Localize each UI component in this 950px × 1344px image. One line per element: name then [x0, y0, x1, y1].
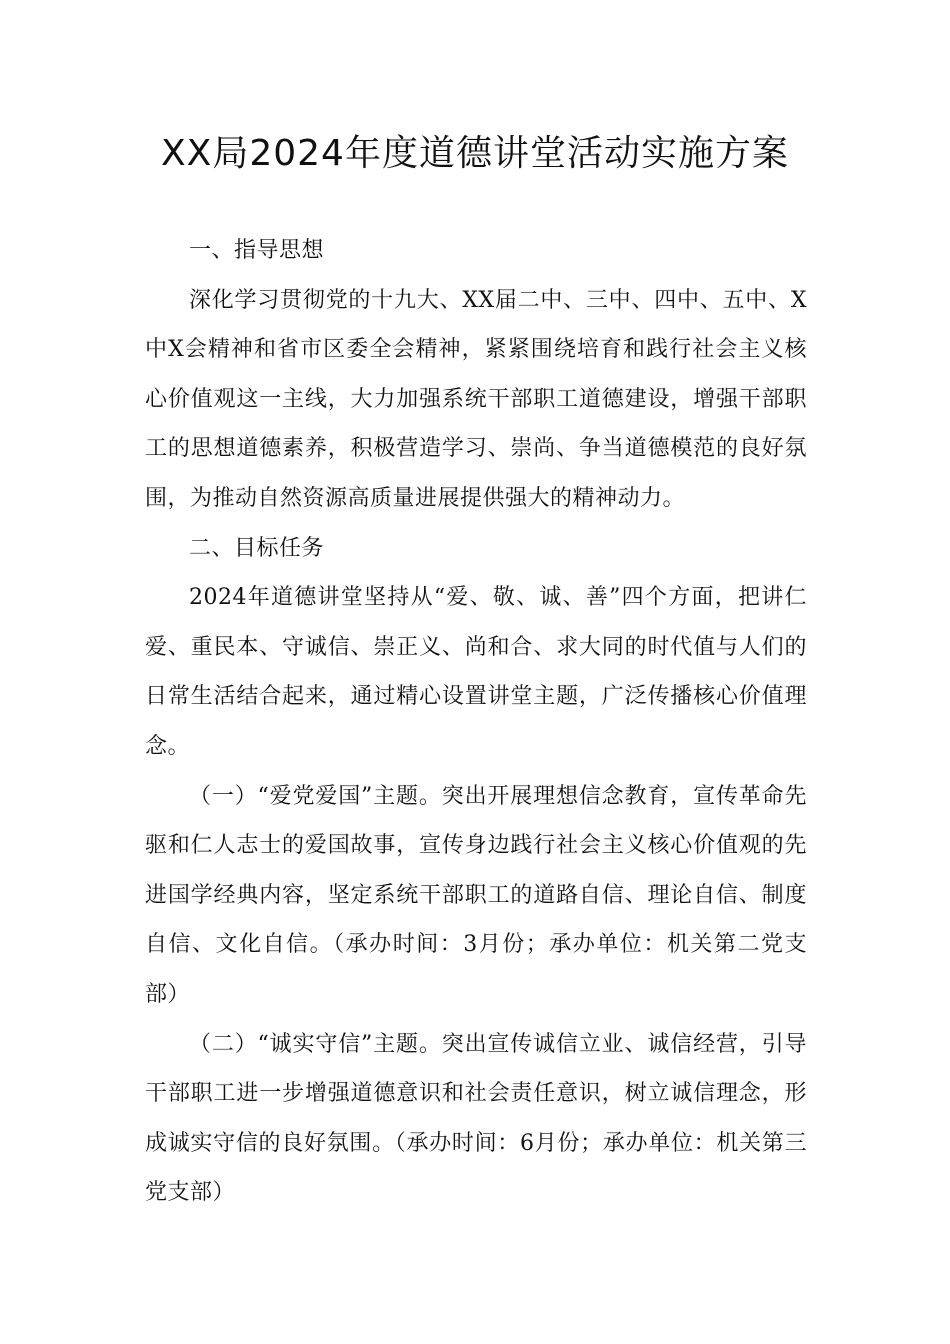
section-heading-guiding-ideology: 一、指导思想	[189, 238, 325, 263]
document-title: XX局2024年度道德讲堂活动实施方案	[161, 133, 789, 174]
paragraph-theme-honesty: （二）“诚实守信”主题。突出宣传诚信立业、诚信经营，引导干部职工进一步增强道德意识和社会责任意识，树立诚信理念，形成诚实守信的良好氛围。（承办时间：6月份；承办单位：机关第三党支部）	[145, 1031, 807, 1206]
paragraph-goals-tasks: 2024年道德讲堂坚持从“爱、敬、诚、善”四个方面，把讲仁爱、重民本、守诚信、崇正义、尚和合、求大同的时代值与人们的日常生活结合起来，通过精心设置讲堂主题，广泛传播核心价值理念。	[145, 585, 807, 759]
section-heading-goals-tasks: 二、目标任务	[189, 535, 325, 561]
paragraph-guiding-ideology: 深化学习贯彻党的十九大、XX届二中、三中、四中、五中、X中X会精神和省市区委全会精神，紧紧围绕培育和践行社会主义核心价值观这一主线，大力加强系统干部职工道德建设，增强干部职工的思想道德素养，积极营造学习、崇尚、争当道德模范的良好氛围，为推动自然资源高质量进展提供强大的精神动力。	[145, 287, 807, 511]
paragraph-theme-love-party-country: （一）“爱党爱国”主题。突出开展理想信念教育，宣传革命先驱和仁人志士的爱国故事，宣传身边践行社会主义核心价值观的先进国学经典内容，坚定系统干部职工的道路自信、理论自信、制度自信、文化自信。（承办时间：3月份；承办单位：机关第二党支部）	[145, 783, 807, 1007]
document-body	[145, 226, 807, 1218]
